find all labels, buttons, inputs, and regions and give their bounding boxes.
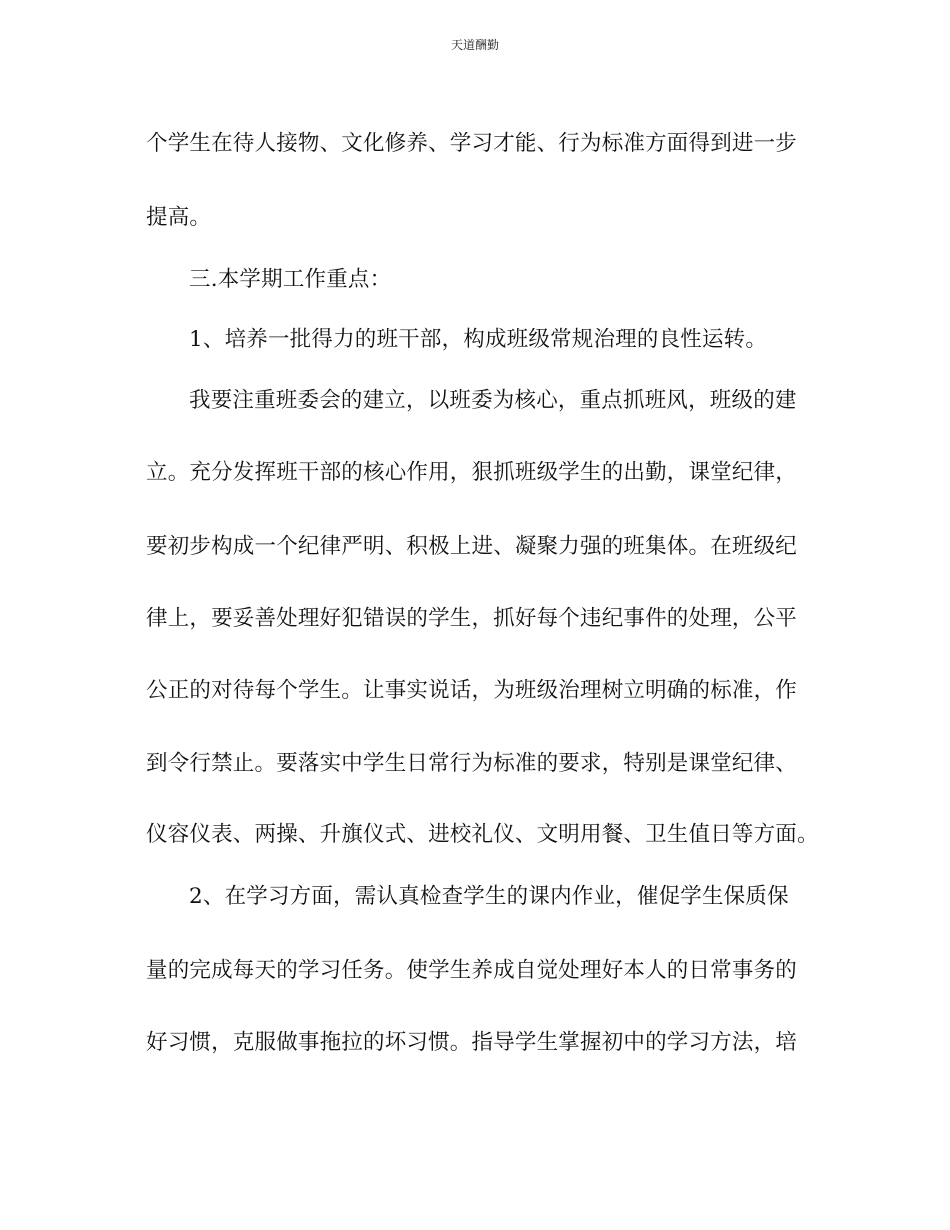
paragraph-line: 仪容仪表、两操、升旗仪式、进校礼仪、文明用餐、卫生值日等方面。 [146,822,819,847]
paragraph-line: 公正的对待每个学生。让事实说话，为班级治理树立明确的标准，作 [146,678,798,703]
paragraph-line: 2、在学习方面，需认真检查学生的课内作业，催促学生保质保 [189,884,789,909]
paragraph-line: 1、培养一批得力的班干部，构成班级常规治理的良性运转。 [189,327,768,352]
paragraph-line: 要初步构成一个纪律严明、积极上进、凝聚力强的班集体。在班级纪 [146,534,798,559]
paragraph-line: 提高。 [146,205,212,230]
paragraph-line: 个学生在待人接物、文化修养、学习才能、行为标准方面得到进一步 [146,131,798,156]
section-heading: 三.本学期工作重点： [189,267,392,292]
paragraph-line: 量的完成每天的学习任务。使学生养成自觉处理好本人的日常事务的 [146,958,798,983]
page-header: 天道酬勤 [450,38,499,52]
paragraph-line: 立。充分发挥班干部的核心作用，狠抓班级学生的出勤，课堂纪律， [146,460,798,485]
paragraph-line: 我要注重班委会的建立，以班委为核心，重点抓班风，班级的建 [189,388,797,413]
paragraph-line: 到令行禁止。要落实中学生日常行为标准的要求，特别是课堂纪律、 [146,751,798,776]
paragraph-line: 好习惯，克服做事拖拉的坏习惯。指导学生掌握初中的学习方法，培 [146,1030,798,1055]
paragraph-line: 律上，要妥善处理好犯错误的学生，抓好每个违纪事件的处理，公平 [146,606,798,631]
